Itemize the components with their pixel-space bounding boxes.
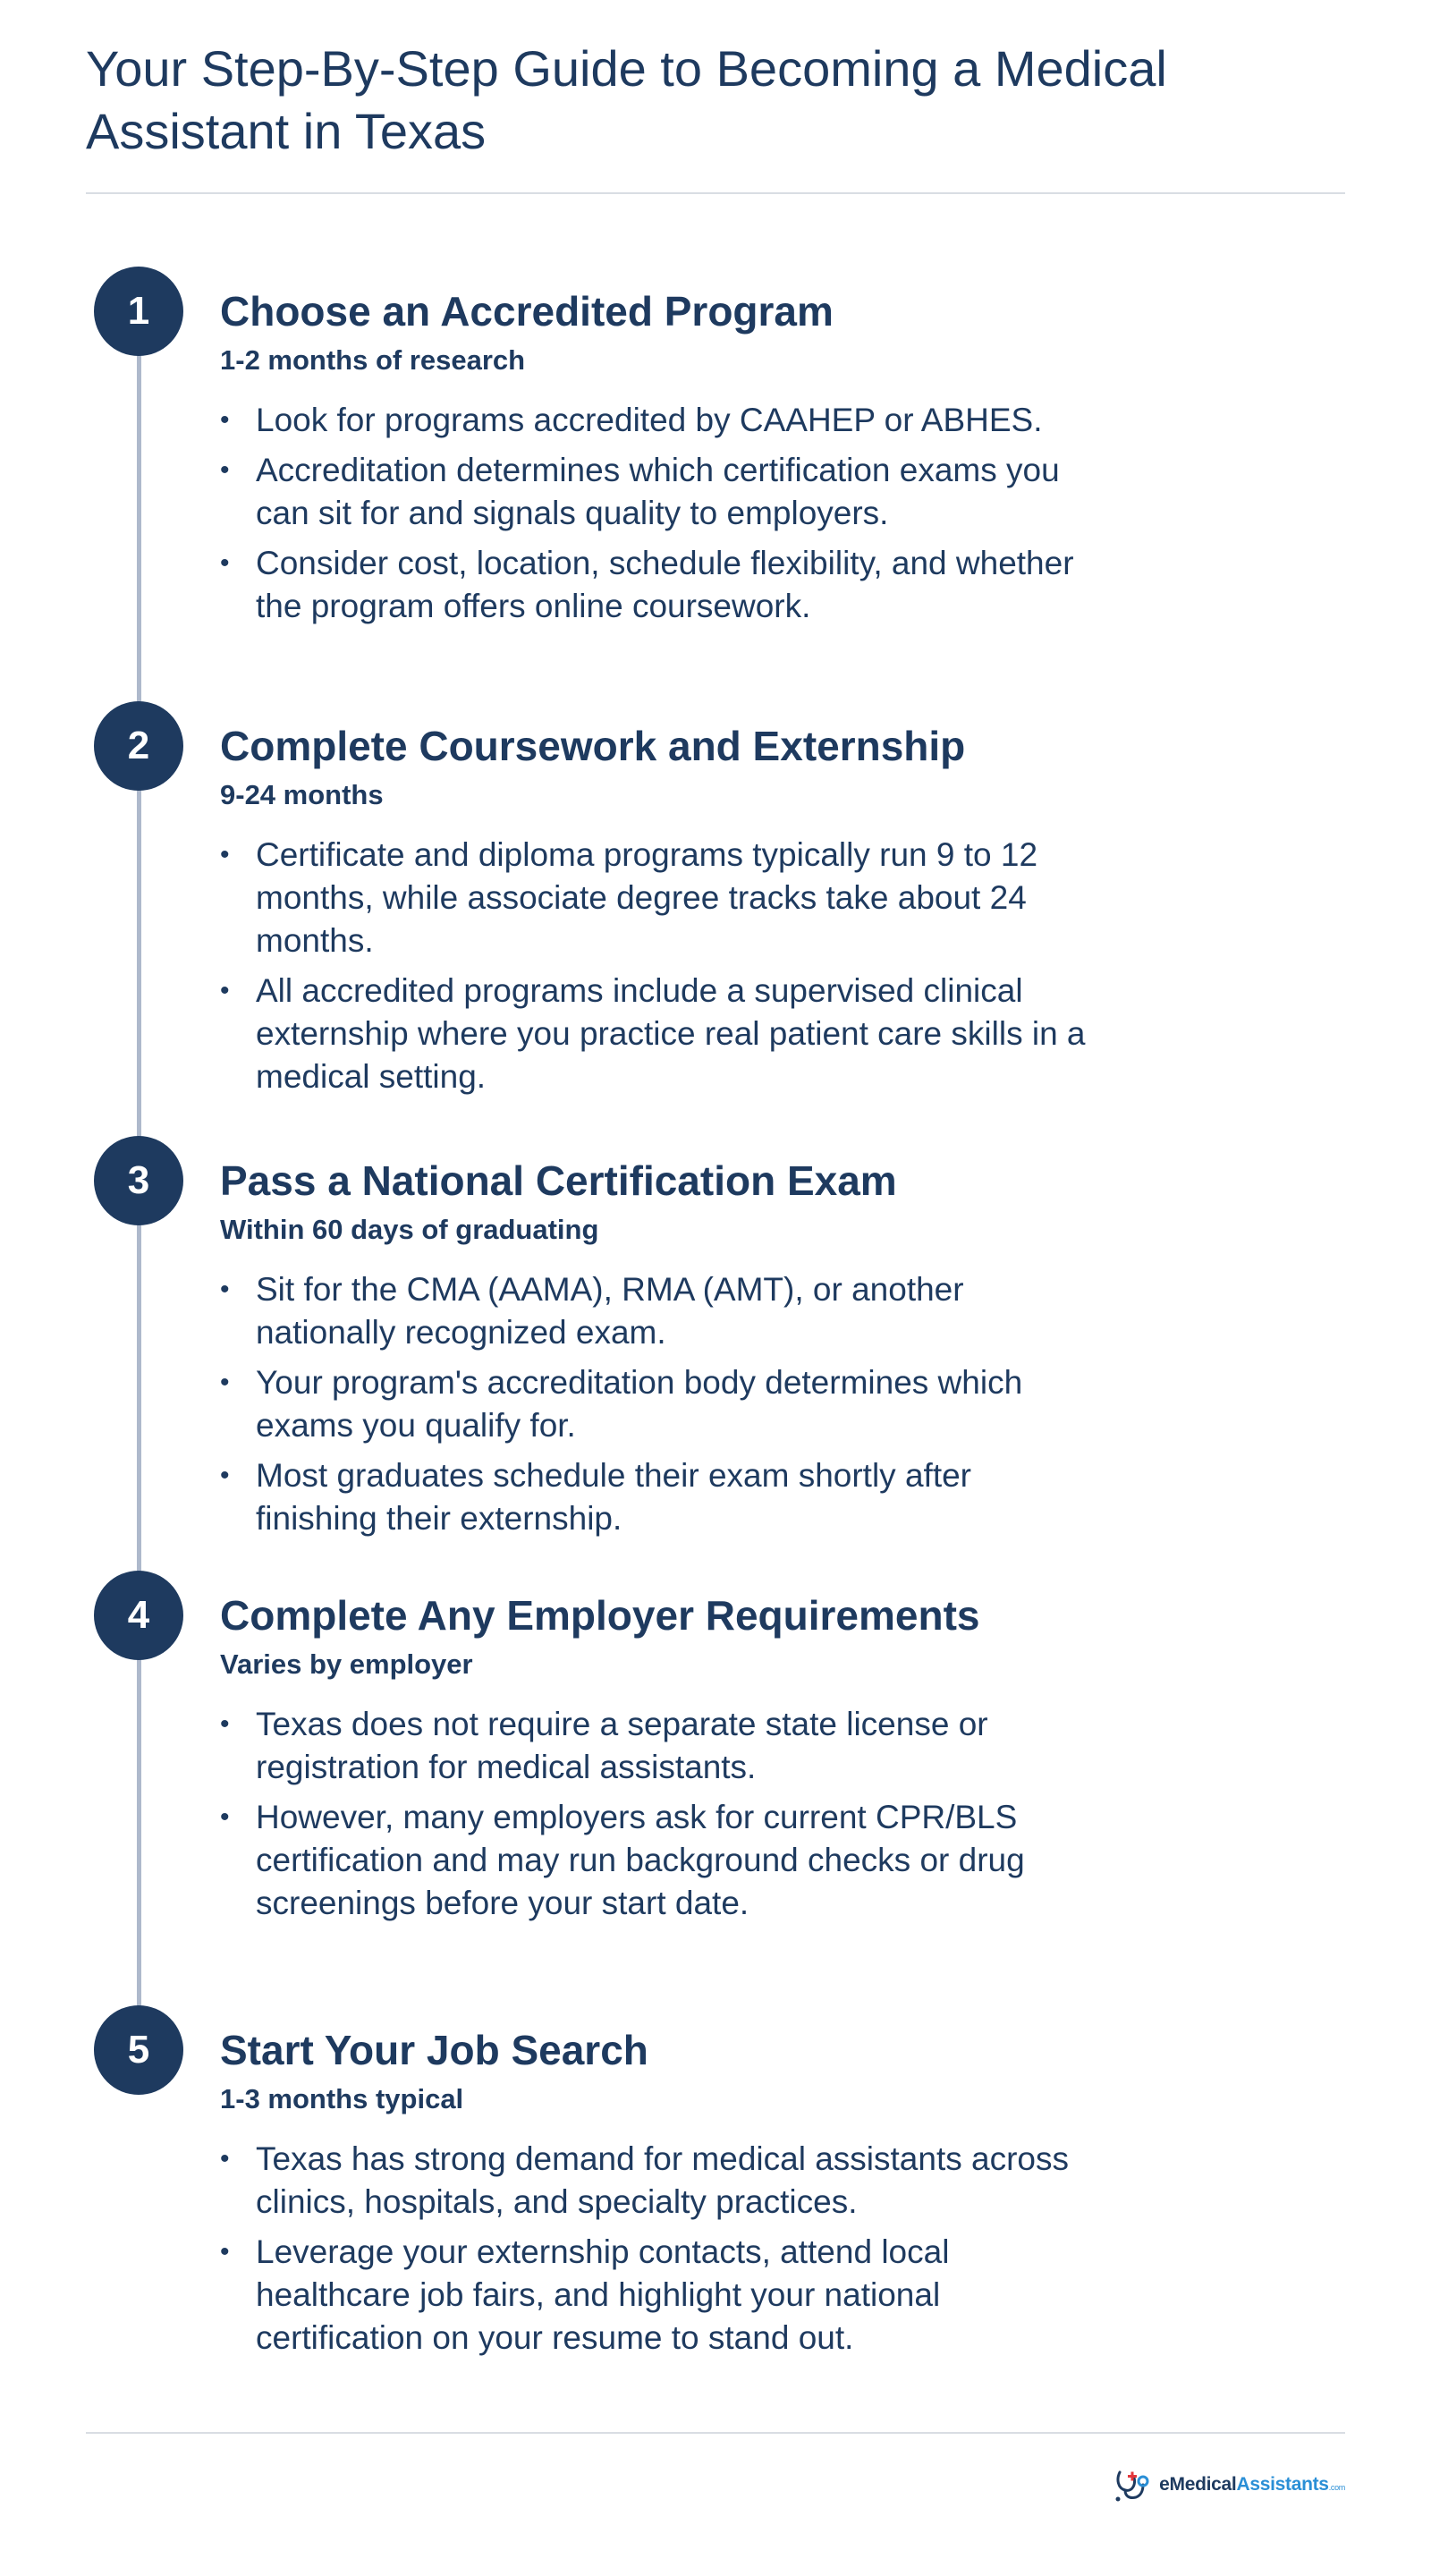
step-title: Pass a National Certification Exam <box>220 1157 897 1204</box>
bullet-text: All accredited programs include a supervised clinical externship where you practice real patient care skills in a medical setting. <box>256 972 1086 1095</box>
bullet-icon: • <box>220 1709 230 1739</box>
bullet-icon: • <box>220 976 230 1005</box>
step-bullet-list <box>220 1268 1097 1540</box>
step-duration: Within 60 days of graduating <box>220 1214 599 1245</box>
brand-logo <box>1113 2467 1345 2503</box>
bullet-text: Sit for the CMA (AAMA), RMA (AMT), or another nationally recognized exam. <box>256 1271 964 1351</box>
bullet-text: Your program's accreditation body determines which exams you qualify for. <box>256 1364 1023 1444</box>
step-duration: Varies by employer <box>220 1648 473 1680</box>
bullet-text: Certificate and diploma programs typically run 9 to 12 months, while associate degree tracks take about 24 months. <box>256 836 1038 959</box>
step-title: Start Your Job Search <box>220 2027 648 2073</box>
bullet-text: Most graduates schedule their exam shortly after finishing their externship. <box>256 1457 971 1537</box>
bullet-text: However, many employers ask for current CPR/BLS certification and may run background checks or drug screenings before your start date. <box>256 1799 1025 1921</box>
bullet-text: Consider cost, location, schedule flexibility, and whether the program offers online coursework. <box>256 545 1074 624</box>
bullet-icon: • <box>220 1368 230 1397</box>
step-content <box>220 1156 1114 1547</box>
bullet-icon: • <box>220 1461 230 1490</box>
bullet-item <box>220 542 1097 628</box>
bullet-item <box>220 834 1097 962</box>
step-title: Complete Any Employer Requirements <box>220 1592 980 1639</box>
bullet-item <box>220 2231 1097 2360</box>
bullet-item <box>220 970 1097 1098</box>
step-bullet-list <box>220 2138 1097 2360</box>
bullet-item <box>220 1454 1097 1540</box>
step-title: Complete Coursework and Externship <box>220 723 966 769</box>
step-number-badge: 5 <box>94 2005 183 2095</box>
bullet-icon: • <box>220 455 230 485</box>
bullet-icon: • <box>220 1802 230 1832</box>
bullet-item <box>220 1703 1097 1789</box>
bullet-text: Leverage your externship contacts, attend local healthcare job fairs, and highlight your national certification on your resume to stand out. <box>256 2233 950 2356</box>
step-content <box>220 286 1114 635</box>
bullet-icon: • <box>220 1275 230 1304</box>
footer-divider <box>86 2432 1345 2434</box>
step-number-badge: 1 <box>94 267 183 356</box>
step-bullet-list <box>220 399 1097 628</box>
bullet-item <box>220 449 1097 535</box>
page-title: Your Step-By-Step Guide to Becoming a Medical Assistant in Texas <box>86 40 1167 159</box>
step-bullet-list <box>220 1703 1097 1925</box>
bullet-icon: • <box>220 2237 230 2267</box>
brand-wordmark: eMedicalAssistants.com <box>1159 2474 1345 2495</box>
bullet-item <box>220 2138 1097 2224</box>
step-number-badge: 2 <box>94 701 183 791</box>
bullet-icon: • <box>220 840 230 869</box>
step-number-badge: 3 <box>94 1136 183 1225</box>
bullet-text: Look for programs accredited by CAAHEP or ABHES. <box>256 402 1043 438</box>
step-number-badge: 4 <box>94 1571 183 1660</box>
bullet-text: Texas does not require a separate state license or registration for medical assistants. <box>256 1706 988 1785</box>
bullet-text: Accreditation determines which certification exams you can sit for and signals quality to employers. <box>256 452 1060 531</box>
step-duration: 1-3 months typical <box>220 2083 464 2114</box>
header-divider <box>86 192 1345 194</box>
bullet-item <box>220 399 1097 442</box>
bullet-item <box>220 1796 1097 1925</box>
step-content <box>220 2025 1114 2367</box>
step-duration: 9-24 months <box>220 779 384 810</box>
bullet-text: Texas has strong demand for medical assistants across clinics, hospitals, and specialty practices. <box>256 2140 1069 2220</box>
step-content <box>220 1590 1114 1932</box>
step-duration: 1-2 months of research <box>220 344 526 376</box>
step-bullet-list <box>220 834 1097 1098</box>
bullet-icon: • <box>220 405 230 435</box>
stethoscope-icon <box>1113 2467 1154 2503</box>
bullet-item <box>220 1268 1097 1354</box>
bullet-icon: • <box>220 2144 230 2174</box>
step-title: Choose an Accredited Program <box>220 288 834 335</box>
step-content <box>220 721 1114 1106</box>
bullet-item <box>220 1361 1097 1447</box>
bullet-icon: • <box>220 548 230 578</box>
